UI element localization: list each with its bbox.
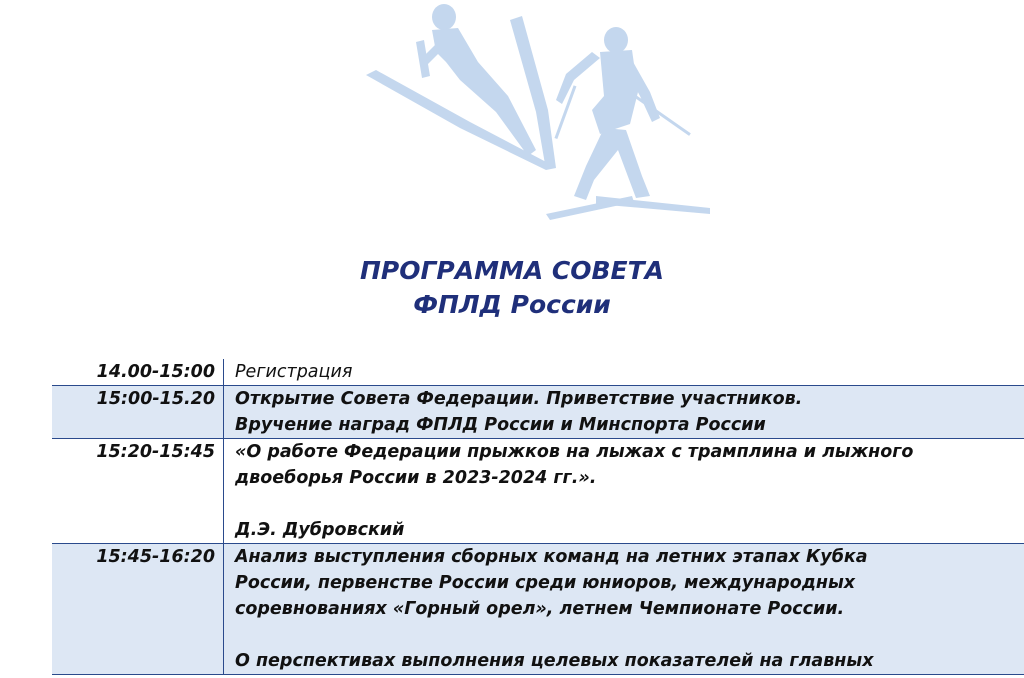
program-text-line: двоеборья России в 2023-2024 гг.».: [235, 468, 597, 488]
program-text-line: Вручение наград ФПЛД России и Минспорта России: [235, 415, 766, 435]
program-item-text: [224, 359, 1024, 386]
program-text-line: соревнованиях «Горный орел», летнем Чемпионате России.: [235, 599, 845, 619]
speaker-name: Д.Э. Дубровский: [235, 520, 405, 540]
program-text-line: «О работе Федерации прыжков на лыжах с трамплина и лыжного: [235, 442, 914, 462]
page-title: [0, 254, 1024, 322]
program-time: 15:00-15.20: [52, 386, 224, 439]
program-text-line: России, первенстве России среди юниоров, международных: [235, 573, 856, 593]
program-time: 14.00-15:00: [52, 359, 224, 386]
program-row: [52, 386, 1024, 439]
program-text-line: Регистрация: [235, 362, 353, 382]
program-row: [52, 439, 1024, 544]
program-text-line: О перспективах выполнения целевых показателей на главных: [235, 651, 874, 671]
skiers-logo-icon: [360, 0, 720, 225]
program-time: 15:20-15:45: [52, 439, 224, 544]
program-item-text: [224, 544, 1024, 675]
program-item-text: [224, 439, 1024, 544]
title-line-1: ПРОГРАММА СОВЕТА: [359, 256, 665, 285]
program-row: [52, 359, 1024, 386]
program-table: [52, 359, 1024, 675]
title-line-2: ФПЛД России: [413, 290, 611, 319]
spacer: [235, 491, 1020, 517]
program-row: [52, 544, 1024, 675]
spacer: [235, 622, 1020, 648]
program-time: 15:45-16:20: [52, 544, 224, 675]
program-text-line: Анализ выступления сборных команд на летних этапах Кубка: [235, 547, 868, 567]
program-text-line: Открытие Совета Федерации. Приветствие участников.: [235, 389, 803, 409]
program-item-text: [224, 386, 1024, 439]
